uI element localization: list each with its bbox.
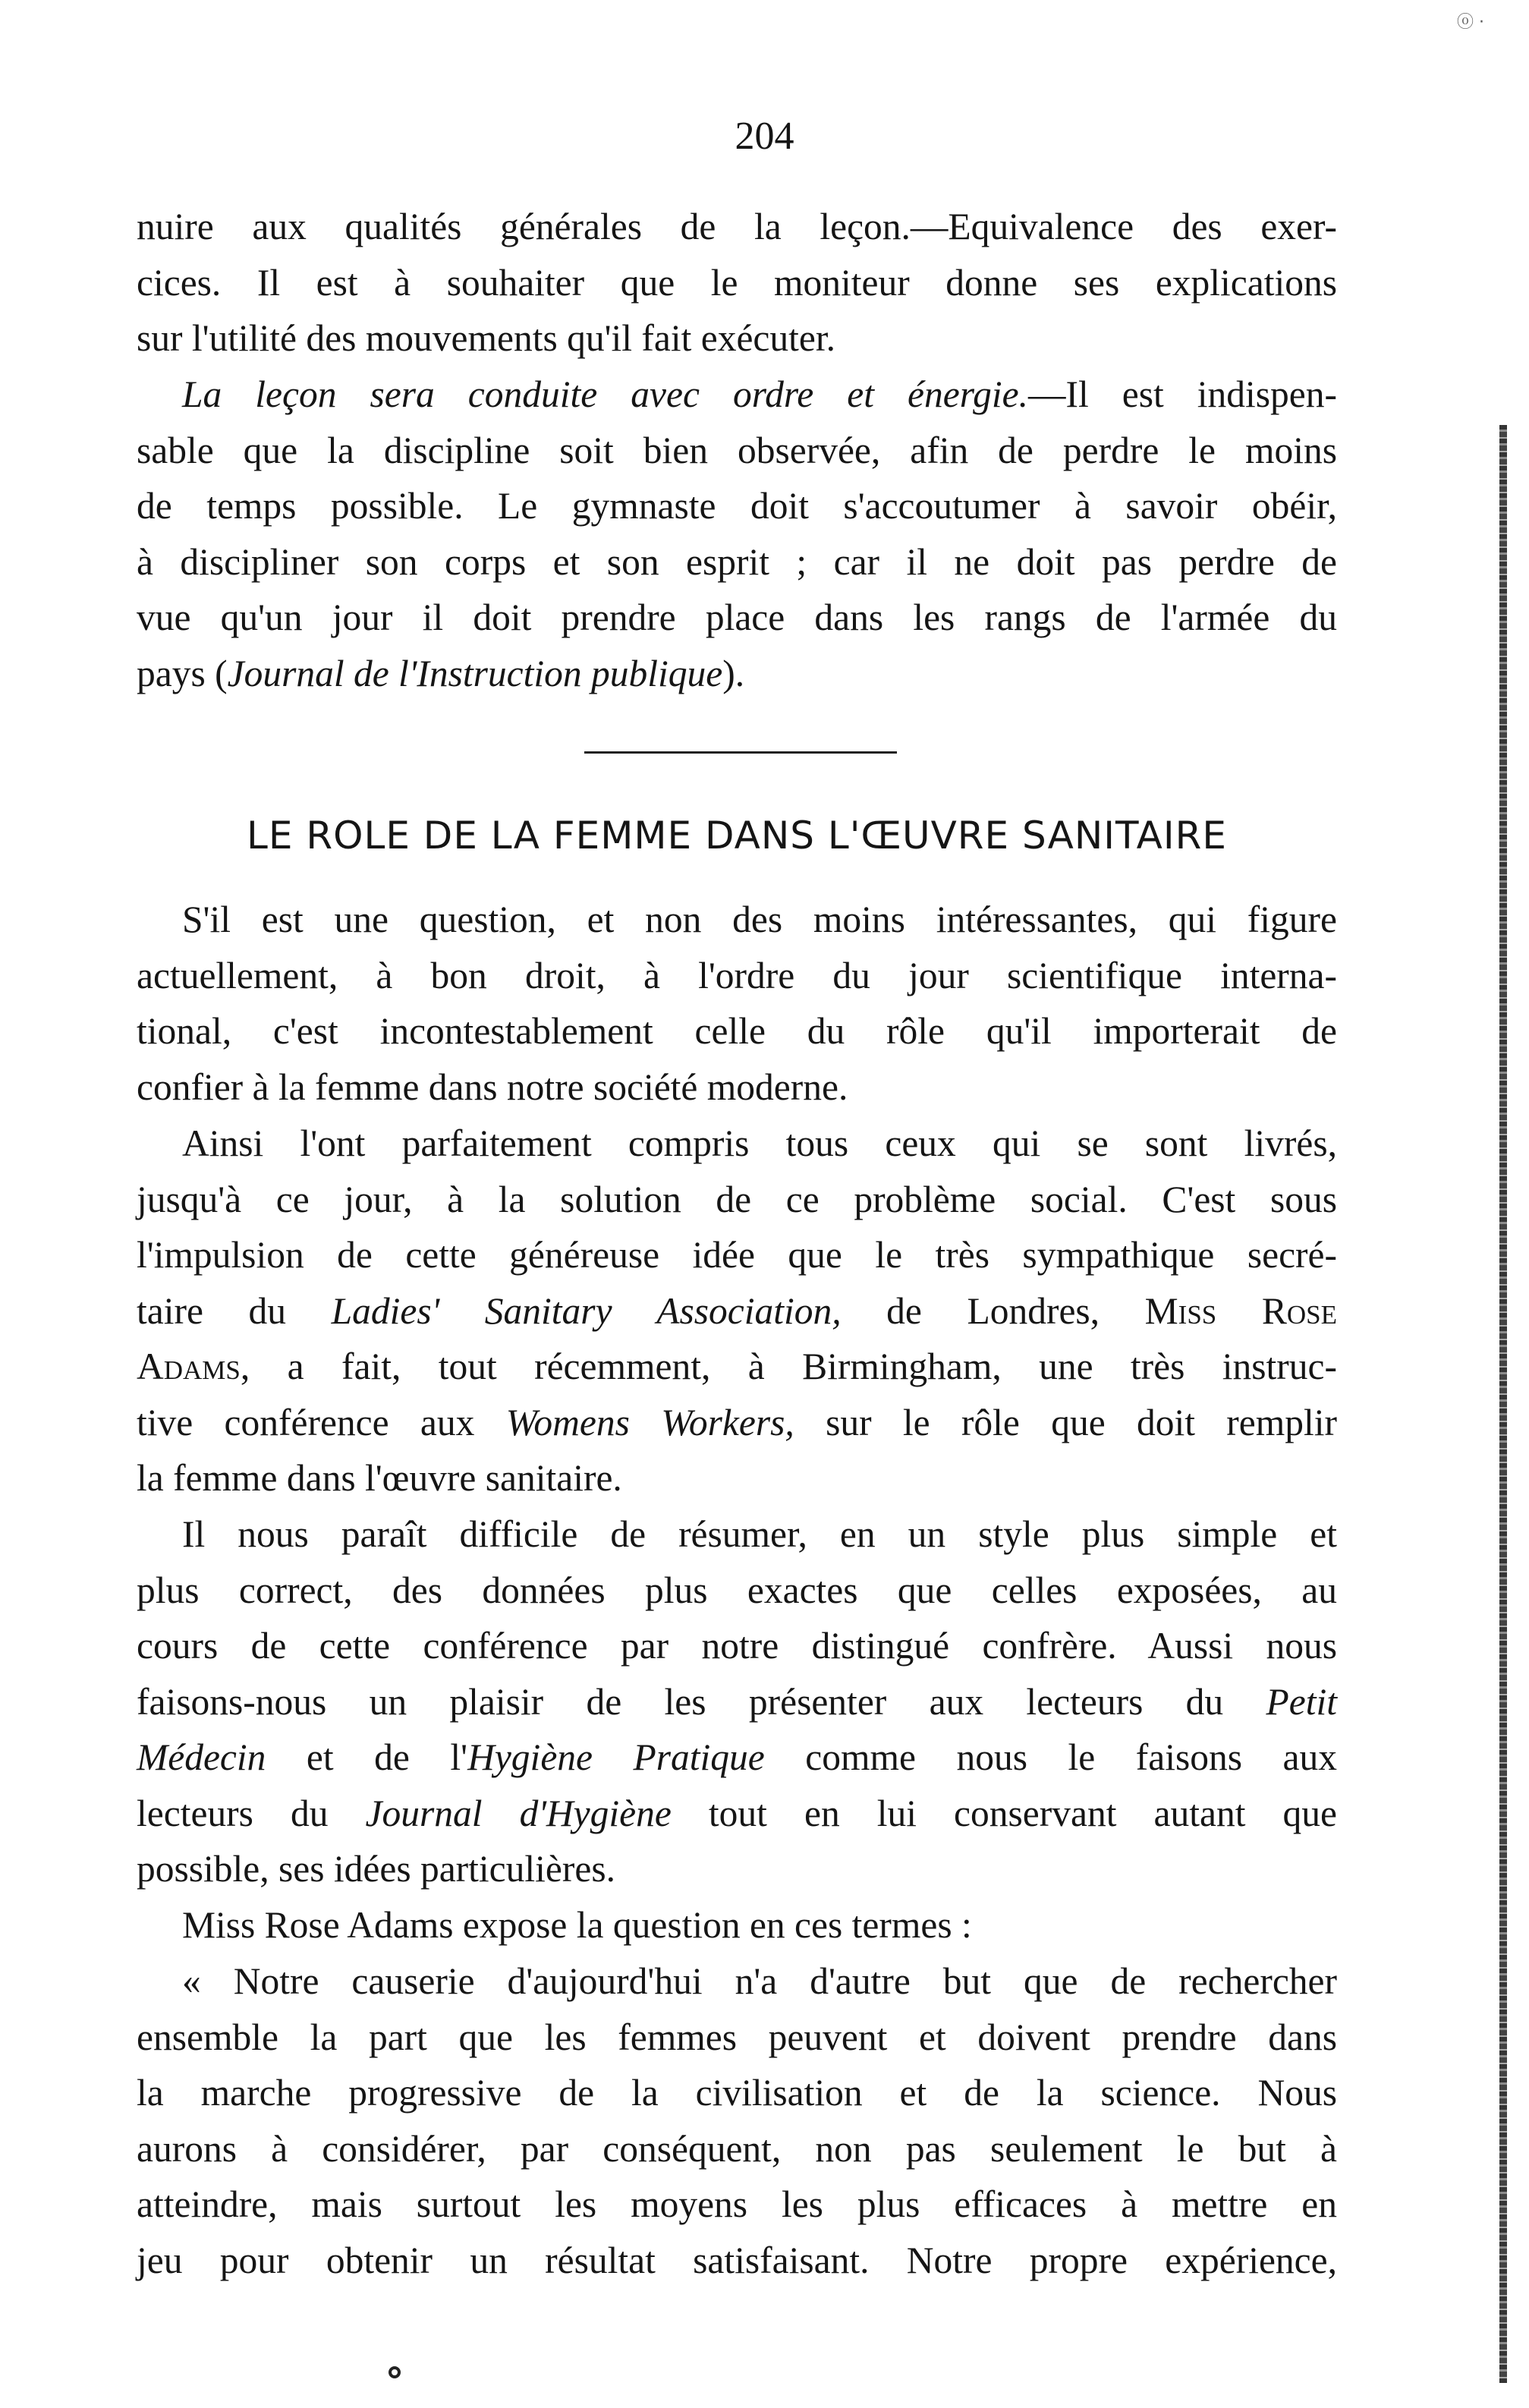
journal-title: Petit bbox=[1266, 1680, 1337, 1723]
text-line: la marche progressive de la civilisation et de la science. Nous bbox=[137, 2072, 1337, 2114]
text-line: plus correct, des données plus exactes que celles exposées, au bbox=[137, 1569, 1337, 1611]
bottom-print-mark bbox=[389, 2366, 401, 2378]
text-line: Médecin et de l'Hygiène Pratique comme nous le faisons aux bbox=[137, 1736, 1338, 1778]
article-paragraph-2 bbox=[137, 1116, 1337, 1506]
journal-title: Médecin bbox=[137, 1736, 266, 1778]
text-line: jeu pour obtenir un résultat satisfaisant. Notre propre expérience, bbox=[137, 2239, 1337, 2281]
italic-phrase: La leçon sera conduite avec ordre et énergie. bbox=[182, 373, 1028, 415]
text-line: ensemble la part que les femmes peuvent et doivent prendre dans bbox=[137, 2016, 1337, 2058]
text-fragment: ). bbox=[722, 652, 745, 694]
association-name: Ladies' Sanitary Association, bbox=[331, 1289, 842, 1332]
text-line: cices. Il est à souhaiter que le moniteur donne ses explications bbox=[137, 261, 1337, 304]
journal-title: Journal d'Hygiène bbox=[365, 1792, 672, 1834]
article-paragraph-5-quote bbox=[137, 1953, 1337, 2288]
text-line bbox=[137, 367, 1337, 423]
text-line: « Notre causerie d'aujourd'hui n'a d'autre but que de rechercher bbox=[182, 1960, 1337, 2002]
text-fragment: —Il est indispen- bbox=[1028, 373, 1337, 415]
text-fragment: pays ( bbox=[137, 652, 228, 694]
paragraph-lesson-qualities bbox=[137, 199, 1337, 367]
article-paragraph-1 bbox=[137, 892, 1337, 1115]
text-line: à discipliner son corps et son esprit ; car il ne doit pas perdre de bbox=[137, 540, 1337, 583]
text-line: sable que la discipline soit bien observée, afin de perdre le moins bbox=[137, 429, 1337, 471]
person-name: Adams, bbox=[137, 1346, 250, 1387]
paragraph-lesson-order bbox=[137, 367, 1337, 701]
scan-binding-edge bbox=[1499, 425, 1507, 2383]
text-line: Adams, a fait, tout récemment, à Birmingham, une très instruc- bbox=[137, 1346, 1337, 1387]
text-line: tional, c'est incontestablement celle du rôle qu'il importerait de bbox=[137, 1010, 1337, 1052]
section-heading: LE ROLE DE LA FEMME DANS L'ŒUVRE SANITAIRE bbox=[247, 814, 1227, 858]
text-line: de temps possible. Le gymnaste doit s'accoutumer à savoir obéir, bbox=[137, 485, 1337, 527]
text-line: cours de cette conférence par notre distingué confrère. Aussi nous bbox=[137, 1625, 1337, 1667]
audience-name: Womens Workers, bbox=[505, 1401, 794, 1443]
text-line: Il nous paraît difficile de résumer, en un style plus simple et bbox=[182, 1513, 1337, 1555]
text-line: Miss Rose Adams expose la question en ces termes : bbox=[182, 1904, 972, 1946]
text-line: vue qu'un jour il doit prendre place dans les rangs de l'armée du bbox=[137, 596, 1337, 638]
text-line: actuellement, à bon droit, à l'ordre du jour scientifique interna- bbox=[137, 954, 1337, 996]
text-line: l'impulsion de cette généreuse idée que le très sympathique secré- bbox=[137, 1234, 1337, 1276]
text-line: lecteurs du Journal d'Hygiène tout en lui conservant autant que bbox=[137, 1792, 1338, 1834]
text-line: atteindre, mais surtout les moyens les plus efficaces à mettre en bbox=[137, 2183, 1337, 2225]
text-line: tive conférence aux Womens Workers, sur le rôle que doit remplir bbox=[137, 1401, 1337, 1443]
article-paragraph-4 bbox=[137, 1897, 1337, 1953]
text-line: Ainsi l'ont parfaitement compris tous ceux qui se sont livrés, bbox=[182, 1122, 1337, 1164]
journal-citation: Journal de l'Instruction publique bbox=[227, 652, 723, 694]
journal-title: Hygiène Pratique bbox=[467, 1736, 765, 1778]
text-line: possible, ses idées particulières. bbox=[137, 1848, 615, 1890]
text-line: la femme dans l'œuvre sanitaire. bbox=[137, 1457, 622, 1499]
text-line: sur l'utilité des mouvements qu'il fait exécuter. bbox=[137, 317, 835, 359]
text-line: nuire aux qualités générales de la leçon.—Equivalence des exer- bbox=[137, 206, 1337, 247]
text-line: aurons à considérer, par conséquent, non pas seulement le but à bbox=[137, 2127, 1337, 2170]
text-line: S'il est une question, et non des moins intéressantes, qui figure bbox=[182, 899, 1337, 940]
text-line: jusqu'à ce jour, à la solution de ce problème social. C'est sous bbox=[137, 1178, 1337, 1220]
scan-corner-mark: ⓞ · bbox=[1457, 13, 1484, 32]
page-number: 204 bbox=[735, 115, 794, 158]
section-divider bbox=[584, 751, 897, 754]
text-line bbox=[137, 646, 1337, 702]
text-line: confier à la femme dans notre société moderne. bbox=[137, 1066, 848, 1108]
text-line: faisons-nous un plaisir de les présenter aux lecteurs du Petit bbox=[137, 1680, 1337, 1723]
article-paragraph-3 bbox=[137, 1506, 1337, 1897]
text-line: taire du Ladies' Sanitary Association, de Londres, Miss Rose bbox=[137, 1289, 1337, 1332]
person-name: Miss Rose bbox=[1144, 1289, 1337, 1332]
